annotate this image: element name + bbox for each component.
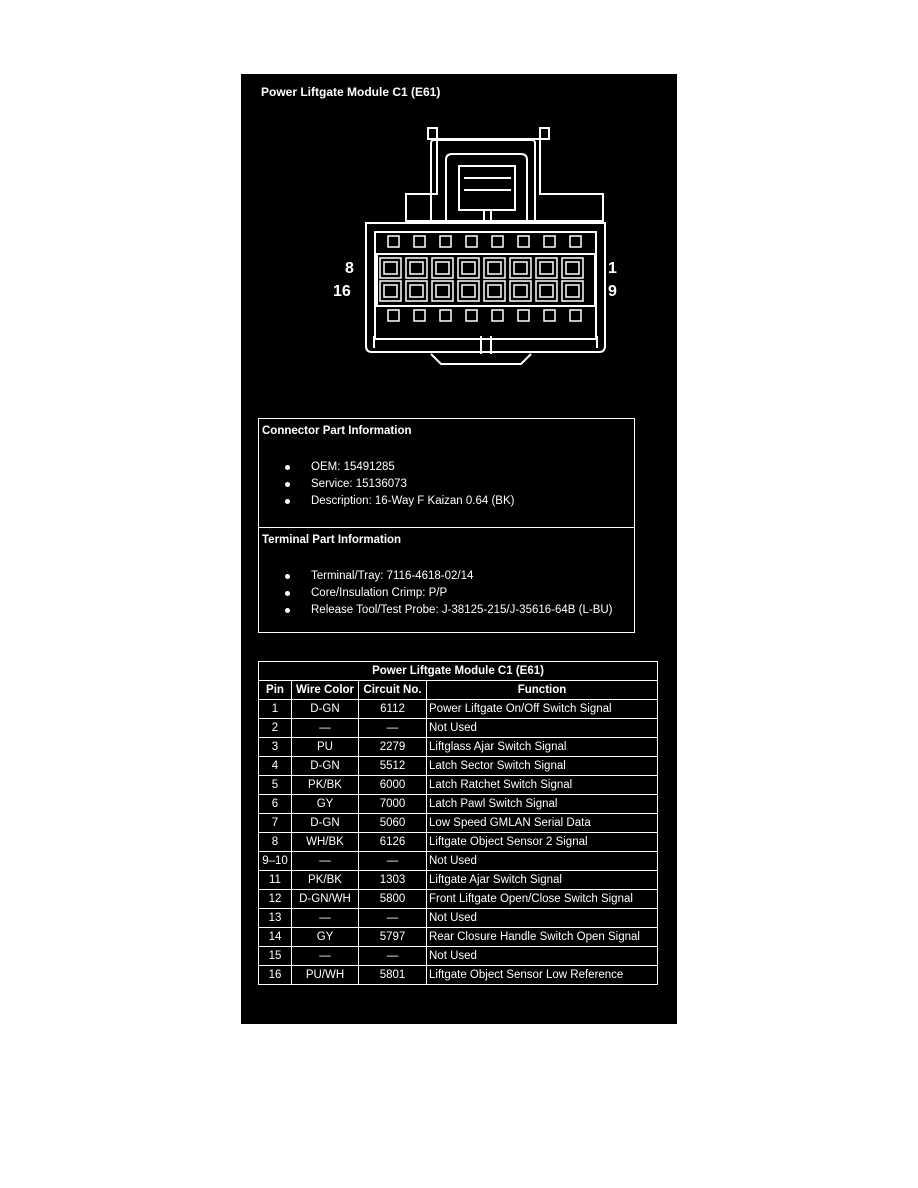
column-header: Pin [259, 681, 292, 700]
function-cell: Latch Ratchet Switch Signal [427, 776, 658, 795]
column-header: Function [427, 681, 658, 700]
cavity-latch-bottom [388, 310, 399, 321]
wire-color-cell: — [292, 947, 359, 966]
circuit-cell: 5801 [359, 966, 427, 985]
connector-part-info [259, 419, 634, 528]
part-information-box [258, 418, 635, 633]
table-header-row [259, 681, 658, 700]
function-cell: Liftglass Ajar Switch Signal [427, 738, 658, 757]
connector-face-diagram [241, 74, 677, 394]
column-header: Circuit No. [359, 681, 427, 700]
terminal-part-info-list [285, 568, 613, 619]
pin-cavity [484, 258, 505, 278]
function-cell: Not Used [427, 909, 658, 928]
cavity-latch-top [492, 236, 503, 247]
circuit-cell: 6000 [359, 776, 427, 795]
pin-cavity [380, 281, 401, 301]
table-title-row [259, 662, 658, 681]
document-panel [241, 74, 677, 1024]
list-item: Release Tool/Test Probe: J-38125-215/J-35616-64B (L-BU) [285, 602, 613, 619]
pin-cavity [458, 258, 479, 278]
cavity-latch-top [414, 236, 425, 247]
wire-color-cell: PU/WH [292, 966, 359, 985]
circuit-cell: 1303 [359, 871, 427, 890]
pin-cavity-inner [410, 262, 423, 274]
table-row [259, 966, 658, 985]
terminal-part-info [259, 528, 634, 632]
pin-cell: 8 [259, 833, 292, 852]
list-item: Terminal/Tray: 7116-4618-02/14 [285, 568, 613, 585]
cavity-latch-top [440, 236, 451, 247]
list-item: Core/Insulation Crimp: P/P [285, 585, 613, 602]
function-cell: Latch Sector Switch Signal [427, 757, 658, 776]
cavity-latch-top [388, 236, 399, 247]
pin-cavity-inner [566, 285, 579, 297]
table-row [259, 947, 658, 966]
pin-cavity-inner [410, 285, 423, 297]
wire-color-cell: PK/BK [292, 871, 359, 890]
pin-cell: 6 [259, 795, 292, 814]
pin-cavity-inner [514, 262, 527, 274]
table-row [259, 814, 658, 833]
pin-cell: 16 [259, 966, 292, 985]
pin-table [258, 661, 658, 985]
pin-cavity-inner [462, 285, 475, 297]
wire-color-cell: — [292, 909, 359, 928]
cavity-latch-top [544, 236, 555, 247]
pin-cell: 4 [259, 757, 292, 776]
pin-cell: 9–10 [259, 852, 292, 871]
pin-cell: 5 [259, 776, 292, 795]
pin-cavity-inner [462, 262, 475, 274]
wire-color-cell: WH/BK [292, 833, 359, 852]
cavity-latch-bottom [492, 310, 503, 321]
pin-label-bottom-left: 16 [333, 283, 351, 300]
list-item: OEM: 15491285 [285, 459, 514, 476]
wire-color-cell: D-GN [292, 757, 359, 776]
table-row [259, 776, 658, 795]
wire-color-cell: PU [292, 738, 359, 757]
pin-cell: 14 [259, 928, 292, 947]
circuit-cell: 2279 [359, 738, 427, 757]
wire-color-cell: D-GN/WH [292, 890, 359, 909]
pin-cavity-inner [566, 262, 579, 274]
pin-cavity [380, 258, 401, 278]
circuit-cell: 7000 [359, 795, 427, 814]
cavity-latch-bottom [466, 310, 477, 321]
function-cell: Liftgate Ajar Switch Signal [427, 871, 658, 890]
cavity-latch-bottom [544, 310, 555, 321]
function-cell: Latch Pawl Switch Signal [427, 795, 658, 814]
pin-cavity [432, 281, 453, 301]
wire-color-cell: GY [292, 795, 359, 814]
pin-cell: 3 [259, 738, 292, 757]
connector-cavities [380, 236, 583, 321]
pin-cavity [562, 258, 583, 278]
pin-cavity [536, 258, 557, 278]
cavity-latch-bottom [440, 310, 451, 321]
pin-cavity-inner [436, 262, 449, 274]
pin-cell: 13 [259, 909, 292, 928]
pin-cavity [458, 281, 479, 301]
function-cell: Not Used [427, 852, 658, 871]
table-row [259, 909, 658, 928]
table-row [259, 757, 658, 776]
wire-color-cell: D-GN [292, 814, 359, 833]
wire-color-cell: — [292, 852, 359, 871]
function-cell: Front Liftgate Open/Close Switch Signal [427, 890, 658, 909]
pin-cell: 1 [259, 700, 292, 719]
circuit-cell: 6126 [359, 833, 427, 852]
connector-part-info-list [285, 459, 514, 510]
wire-color-cell: PK/BK [292, 776, 359, 795]
pin-cavity [406, 258, 427, 278]
pin-cell: 11 [259, 871, 292, 890]
table-row [259, 928, 658, 947]
table-row [259, 738, 658, 757]
pin-cavity [406, 281, 427, 301]
circuit-cell: — [359, 947, 427, 966]
pin-cell: 2 [259, 719, 292, 738]
circuit-cell: — [359, 719, 427, 738]
function-cell: Rear Closure Handle Switch Open Signal [427, 928, 658, 947]
pin-cell: 7 [259, 814, 292, 833]
function-cell: Liftgate Object Sensor 2 Signal [427, 833, 658, 852]
function-cell: Not Used [427, 947, 658, 966]
pin-label-top-right: 1 [608, 260, 617, 277]
pin-cavity-inner [488, 285, 501, 297]
pin-cavity-inner [436, 285, 449, 297]
pin-cavity-inner [514, 285, 527, 297]
pin-cavity [432, 258, 453, 278]
circuit-cell: — [359, 909, 427, 928]
pin-cavity [562, 281, 583, 301]
pin-label-bottom-right: 9 [608, 283, 617, 300]
cavity-latch-top [466, 236, 477, 247]
page-title: Power Liftgate Module C1 (E61) [261, 85, 441, 99]
pin-cavity-inner [540, 262, 553, 274]
table-row [259, 719, 658, 738]
pin-cavity-inner [540, 285, 553, 297]
table-row [259, 795, 658, 814]
list-item: Service: 15136073 [285, 476, 514, 493]
function-cell: Liftgate Object Sensor Low Reference [427, 966, 658, 985]
circuit-cell: 5797 [359, 928, 427, 947]
table-row [259, 700, 658, 719]
cavity-latch-bottom [518, 310, 529, 321]
circuit-cell: 5800 [359, 890, 427, 909]
circuit-cell: 5060 [359, 814, 427, 833]
pin-cavity [536, 281, 557, 301]
circuit-cell: 6112 [359, 700, 427, 719]
wire-color-cell: D-GN [292, 700, 359, 719]
cavity-latch-bottom [570, 310, 581, 321]
pin-cell: 15 [259, 947, 292, 966]
column-header: Wire Color [292, 681, 359, 700]
function-cell: Not Used [427, 719, 658, 738]
table-row [259, 833, 658, 852]
table-row [259, 871, 658, 890]
circuit-cell: — [359, 852, 427, 871]
pin-cavity-inner [488, 262, 501, 274]
table-row [259, 890, 658, 909]
cavity-latch-top [570, 236, 581, 247]
wire-color-cell: — [292, 719, 359, 738]
function-cell: Low Speed GMLAN Serial Data [427, 814, 658, 833]
list-item: Description: 16-Way F Kaizan 0.64 (BK) [285, 493, 514, 510]
circuit-cell: 5512 [359, 757, 427, 776]
cavity-latch-bottom [414, 310, 425, 321]
pin-cavity [510, 258, 531, 278]
wire-color-cell: GY [292, 928, 359, 947]
pin-label-top-left: 8 [345, 260, 354, 277]
cavity-latch-top [518, 236, 529, 247]
terminal-part-info-heading: Terminal Part Information [262, 534, 402, 546]
function-cell: Power Liftgate On/Off Switch Signal [427, 700, 658, 719]
pin-cell: 12 [259, 890, 292, 909]
table-row [259, 852, 658, 871]
table-title: Power Liftgate Module C1 (E61) [259, 662, 658, 681]
connector-part-info-heading: Connector Part Information [262, 425, 412, 437]
pin-cavity-inner [384, 262, 397, 274]
pin-cavity [510, 281, 531, 301]
pin-cavity-inner [384, 285, 397, 297]
pin-cavity [484, 281, 505, 301]
